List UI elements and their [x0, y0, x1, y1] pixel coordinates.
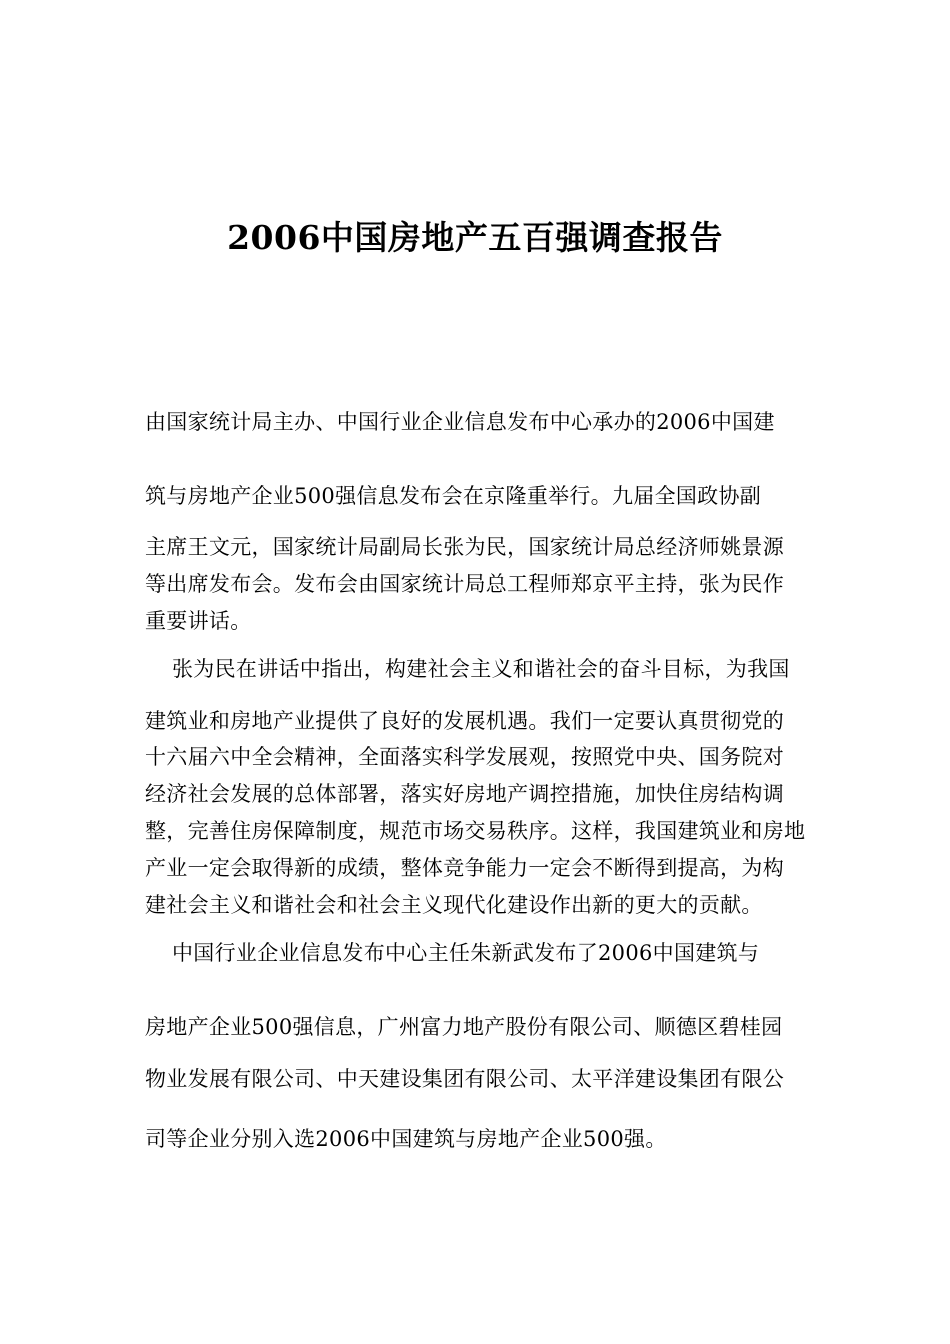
paragraph-line: 由国家统计局主办、中国行业企业信息发布中心承办的2006中国建	[145, 410, 775, 434]
paragraph-line: 房地产企业500强信息，广州富力地产股份有限公司、顺德区碧桂园	[145, 1015, 783, 1039]
paragraph-line: 司等企业分别入选2006中国建筑与房地产企业500强。	[145, 1127, 667, 1151]
paragraph-line: 整，完善住房保障制度，规范市场交易秩序。这样，我国建筑业和房地	[145, 819, 806, 843]
paragraph-line: 经济社会发展的总体部署，落实好房地产调控措施，加快住房结构调	[145, 782, 784, 806]
paragraph-line: 重要讲话。	[145, 609, 252, 633]
paragraph-line: 十六届六中全会精神，全面落实科学发展观，按照党中央、国务院对	[145, 745, 784, 769]
paragraph-line: 建社会主义和谐社会和社会主义现代化建设作出新的更大的贡献。	[145, 893, 763, 917]
paragraph-line: 张为民在讲话中指出，构建社会主义和谐社会的奋斗目标，为我国	[172, 657, 790, 681]
paragraph-line: 等出席发布会。发布会由国家统计局总工程师郑京平主持，张为民作	[145, 572, 784, 596]
paragraph-line: 筑与房地产企业500强信息发布会在京隆重举行。九届全国政协副	[145, 484, 762, 508]
paragraph-line: 主席王文元，国家统计局副局长张为民，国家统计局总经济师姚景源	[145, 535, 784, 559]
paragraph-line: 产业一定会取得新的成绩，整体竞争能力一定会不断得到提高，为构	[145, 856, 784, 880]
paragraph-line: 物业发展有限公司、中天建设集团有限公司、太平洋建设集团有限公	[145, 1067, 784, 1091]
paragraph-line: 建筑业和房地产业提供了良好的发展机遇。我们一定要认真贯彻党的	[145, 709, 784, 733]
paragraph-line: 中国行业企业信息发布中心主任朱新武发布了2006中国建筑与	[172, 941, 760, 965]
document-title: 2006中国房地产五百强调查报告	[227, 218, 723, 257]
